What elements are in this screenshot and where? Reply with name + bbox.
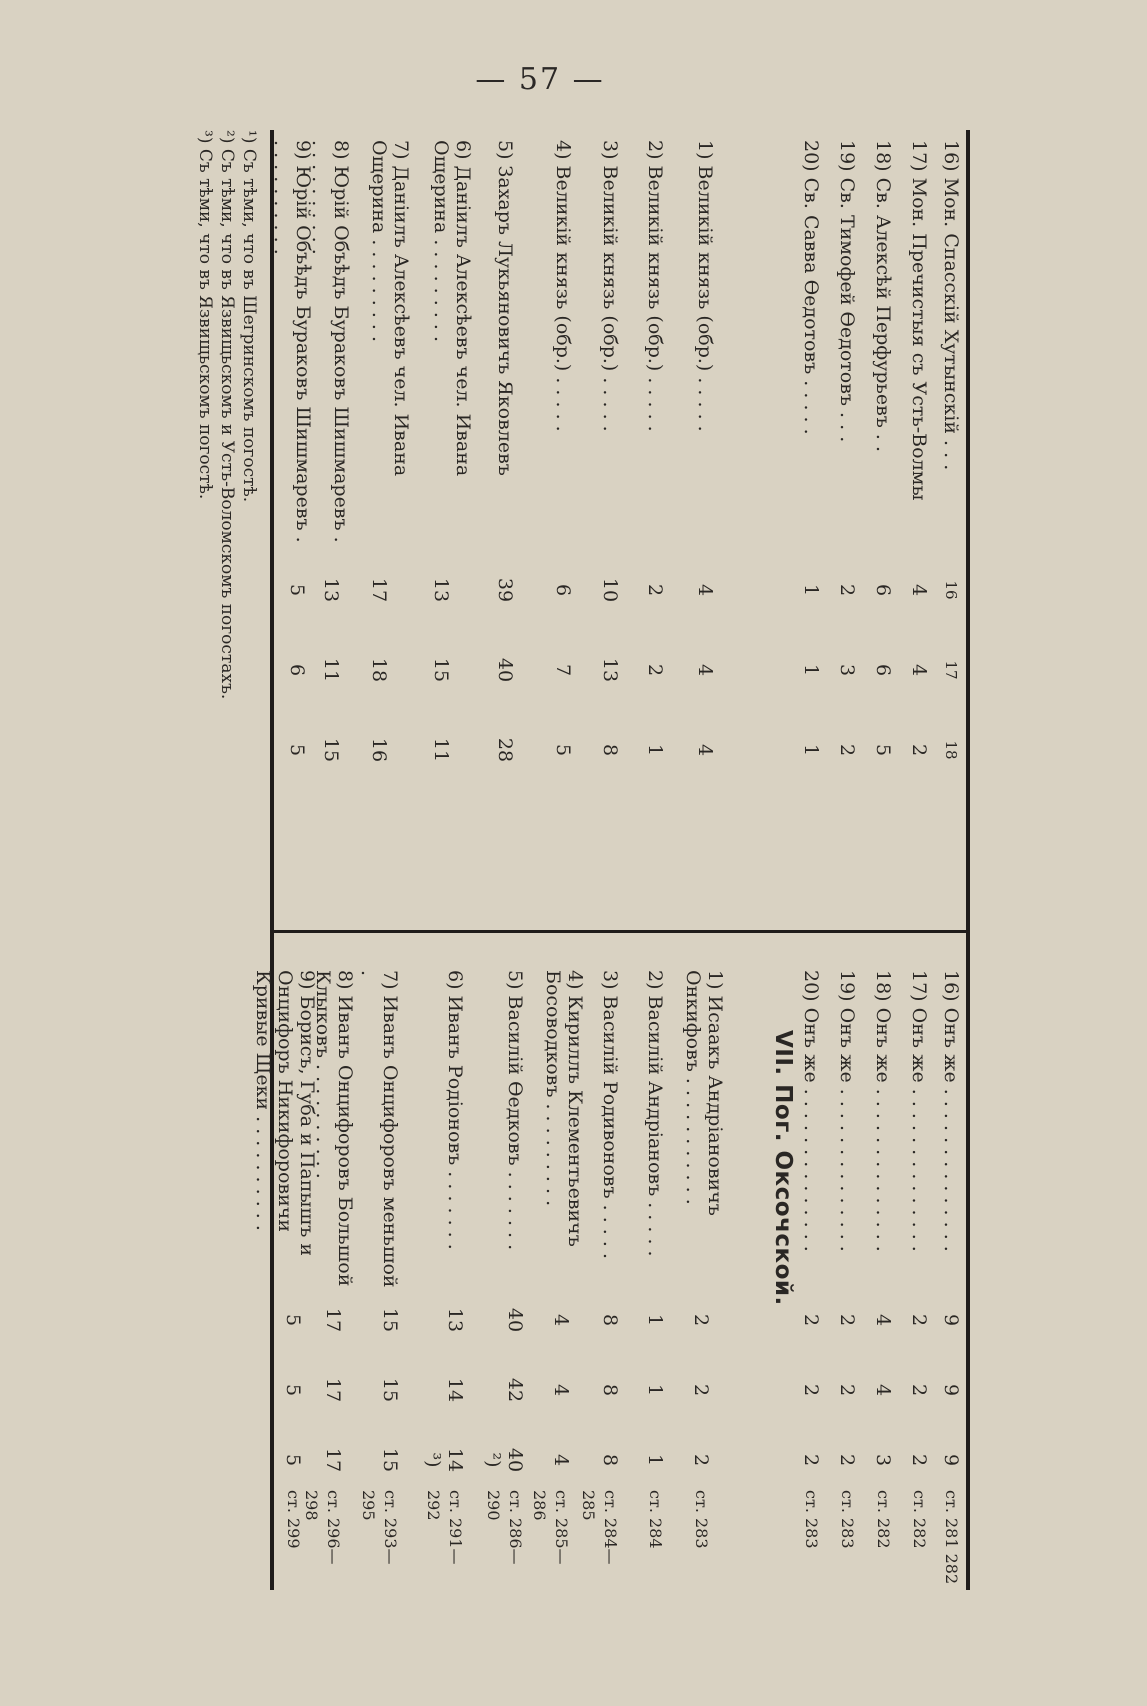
row-value: 2 bbox=[800, 1383, 822, 1397]
row-reference: ст. 296—298 bbox=[302, 1490, 343, 1565]
row-value: 2 bbox=[908, 1453, 930, 1467]
row-value: 40 ²) bbox=[482, 1447, 526, 1473]
row-value: 40 bbox=[504, 1307, 526, 1333]
row-value: 17 bbox=[322, 1307, 344, 1333]
row-reference: ст. 285—286 bbox=[530, 1490, 571, 1565]
row-value: 8 bbox=[599, 1383, 621, 1397]
row-value: 2 bbox=[690, 1453, 712, 1467]
table-row bbox=[818, 130, 858, 910]
row-name: 19) Св. Тимофей Өедотовъ . . . bbox=[836, 140, 858, 443]
table-row bbox=[530, 970, 586, 1590]
row-name: 1) Великiй князь (обр.) . . . . . bbox=[694, 140, 716, 432]
row-name: 16) Мон. Спасскiй Хутынскiй . . . bbox=[940, 140, 962, 471]
row-name: 7) Данiилъ Алексѣевъ чел. Ивана Ощерина . . . . . . . . . bbox=[368, 140, 412, 477]
table-row bbox=[626, 970, 666, 1590]
row-value: 5 bbox=[282, 1313, 304, 1327]
row-value: 5 bbox=[872, 743, 894, 757]
row-value: 17 bbox=[322, 1377, 344, 1403]
row-value: 4 bbox=[908, 663, 930, 677]
row-value: 1 bbox=[644, 1453, 666, 1467]
row-reference: ст. 284—285 bbox=[579, 1490, 620, 1565]
rotated-page-content bbox=[0, 130, 970, 1590]
table-row bbox=[676, 970, 726, 1590]
row-value: 13 bbox=[599, 657, 621, 683]
row-value: 2 bbox=[690, 1383, 712, 1397]
row-value: 16 bbox=[942, 580, 960, 600]
row-value: 13 bbox=[430, 577, 452, 603]
row-value: 2 bbox=[800, 1313, 822, 1327]
row-value: 4 bbox=[694, 583, 716, 597]
row-reference: ст. 281 282 bbox=[942, 1490, 961, 1585]
row-value: 9 bbox=[940, 1313, 962, 1327]
table-row bbox=[854, 130, 894, 910]
table-row bbox=[626, 130, 666, 910]
table-row bbox=[476, 130, 516, 910]
row-value: 2 bbox=[836, 583, 858, 597]
row-value: 5 bbox=[282, 1453, 304, 1467]
left-column bbox=[270, 130, 966, 910]
row-value: 5 bbox=[286, 583, 308, 597]
row-reference: ст. 283 bbox=[692, 1490, 711, 1549]
row-value: 1 bbox=[644, 1383, 666, 1397]
table-row bbox=[302, 970, 356, 1590]
footnote: ¹) Съ тѣми, что въ Шегринскомъ погостѣ. bbox=[239, 130, 259, 503]
row-value: 9 bbox=[940, 1453, 962, 1467]
row-value: 2 bbox=[908, 1383, 930, 1397]
table-row bbox=[581, 130, 621, 910]
row-value: 8 bbox=[599, 1453, 621, 1467]
row-value: 10 bbox=[599, 577, 621, 603]
row-name: 8) Иванъ Онцифоровъ Большой Клыковъ . . . . . . . . . . bbox=[312, 970, 356, 1287]
row-reference: ст. 283 bbox=[802, 1490, 821, 1549]
row-value: 4 bbox=[694, 663, 716, 677]
table-row bbox=[308, 130, 352, 910]
row-value: 13 bbox=[444, 1307, 466, 1333]
row-value: 15 bbox=[320, 737, 342, 763]
row-value: 15 bbox=[379, 1447, 401, 1473]
row-reference: ст. 299 bbox=[284, 1490, 303, 1549]
row-reference: ст. 282 bbox=[910, 1490, 929, 1549]
section-title: VII. Пог. Оксочской. bbox=[770, 1030, 796, 1306]
row-value: 2 bbox=[908, 1313, 930, 1327]
table-row bbox=[422, 970, 466, 1590]
table-row bbox=[252, 970, 318, 1590]
row-reference: ст. 291—292 bbox=[424, 1490, 465, 1565]
row-value: 7 bbox=[552, 663, 574, 677]
row-name: 16) Онъ же . . . . . . . . . . . . . . bbox=[940, 970, 962, 1252]
footnotes bbox=[194, 130, 260, 1130]
row-name: 7) Иванъ Онцифоровъ меньшой . bbox=[357, 970, 401, 1288]
table-row bbox=[890, 130, 930, 910]
table-row bbox=[418, 130, 474, 910]
row-value: 4 bbox=[872, 1383, 894, 1397]
row-value: 16 bbox=[368, 737, 390, 763]
row-name: 5) Василiй Өедковъ . . . . . . . bbox=[504, 970, 526, 1251]
row-value: 4 bbox=[694, 743, 716, 757]
row-value: 15 bbox=[379, 1377, 401, 1403]
row-value: 4 bbox=[872, 1313, 894, 1327]
row-name: 4) Великiй князь (обр.) . . . . . bbox=[552, 140, 574, 432]
row-value: 28 bbox=[494, 737, 516, 763]
row-name: 18) Св. Алексѣй Перфурьевъ . . bbox=[872, 140, 894, 453]
row-value: 8 bbox=[599, 1313, 621, 1327]
row-name: 17) Онъ же . . . . . . . . . . . . . . bbox=[908, 970, 930, 1252]
row-reference: ст. 284 bbox=[646, 1490, 665, 1549]
row-name: 2) Василiй Андрiановъ . . . . . bbox=[644, 970, 666, 1257]
row-value: 6 bbox=[872, 663, 894, 677]
row-value: 18 bbox=[368, 657, 390, 683]
row-name: 9) Юрiй Объѣдъ Бураковъ Шишмаревъ . . . . . . . . . . . bbox=[270, 140, 314, 543]
row-value: 17 bbox=[942, 660, 960, 680]
table-row bbox=[890, 970, 930, 1590]
row-value: 17 bbox=[322, 1447, 344, 1473]
row-value: 15 bbox=[379, 1307, 401, 1333]
row-value: 14 bbox=[444, 1377, 466, 1403]
row-name: 2) Великiй князь (обр.) . . . . . bbox=[644, 140, 666, 432]
row-value: 1 bbox=[800, 743, 822, 757]
table-row bbox=[854, 970, 894, 1590]
row-name: 3) Василiй Родивоновъ . . . . . bbox=[599, 970, 621, 1259]
row-value: 9 bbox=[940, 1383, 962, 1397]
row-value: 3 bbox=[872, 1453, 894, 1467]
row-value: 6 bbox=[552, 583, 574, 597]
table-row bbox=[581, 970, 621, 1590]
row-value: 40 bbox=[494, 657, 516, 683]
row-name: 6) Иванъ Родiоновъ . . . . . . . bbox=[444, 970, 466, 1250]
row-value: 4 bbox=[908, 583, 930, 597]
row-value: 1 bbox=[800, 583, 822, 597]
row-name: 1) Исаакъ Андрiановичъ Онкифовъ . . . . . . . . . . . bbox=[682, 970, 726, 1216]
row-value: 39 bbox=[494, 577, 516, 603]
row-value: 4 bbox=[550, 1453, 572, 1467]
row-value: 2 bbox=[836, 1453, 858, 1467]
row-value: 8 bbox=[599, 743, 621, 757]
row-reference: ст. 282 bbox=[874, 1490, 893, 1549]
table-row bbox=[356, 130, 412, 910]
row-value: 2 bbox=[644, 583, 666, 597]
row-reference: ст. 283 bbox=[838, 1490, 857, 1549]
row-value: 14 ³) bbox=[422, 1447, 466, 1473]
row-value: 6 bbox=[286, 663, 308, 677]
row-value: 2 bbox=[690, 1313, 712, 1327]
row-name: 19) Онъ же . . . . . . . . . . . . . . bbox=[836, 970, 858, 1252]
table-row bbox=[270, 130, 314, 910]
row-value: 42 bbox=[504, 1377, 526, 1403]
row-value: 4 bbox=[550, 1383, 572, 1397]
row-value: 3 bbox=[836, 663, 858, 677]
row-name: 5) Захаръ Лукьяновичъ Яковлевъ bbox=[494, 140, 516, 476]
row-value: 15 bbox=[430, 657, 452, 683]
row-value: 2 bbox=[800, 1453, 822, 1467]
row-value: 1 bbox=[644, 1313, 666, 1327]
table-row bbox=[482, 970, 526, 1590]
row-value: 11 bbox=[430, 737, 452, 763]
row-value: 4 bbox=[550, 1313, 572, 1327]
row-value: 11 bbox=[320, 657, 342, 683]
row-name: 6) Данiилъ Алексѣевъ чел. Ивана Ощерина . . . . . . . . . bbox=[430, 140, 474, 477]
row-name: 8) Юрiй Объѣдъ Бураковъ Шишмаревъ . . . . . . . . . . . bbox=[308, 140, 352, 543]
table-row bbox=[676, 130, 716, 910]
row-value: 5 bbox=[286, 743, 308, 757]
row-value: 2 bbox=[644, 663, 666, 677]
row-value: 2 bbox=[836, 743, 858, 757]
row-value: 17 bbox=[368, 577, 390, 603]
row-value: 13 bbox=[320, 577, 342, 603]
row-value: 2 bbox=[908, 743, 930, 757]
row-reference: ст. 293—295 bbox=[359, 1490, 400, 1565]
table-row bbox=[782, 130, 822, 910]
row-name: 4) Кириллъ Клементьевичъ Босоводковъ . . . . . . . . . bbox=[542, 970, 586, 1247]
row-value: 6 bbox=[872, 583, 894, 597]
footnote: ³) Съ тѣми, что въ Язвищьскомъ погостѣ. bbox=[195, 130, 215, 500]
table-row bbox=[534, 130, 574, 910]
row-value: 5 bbox=[552, 743, 574, 757]
footnote: ²) Съ тѣми, что въ Язвищьскомъ и Усть-Воломскомъ погостахъ. bbox=[217, 130, 237, 700]
column-divider bbox=[274, 930, 966, 933]
row-name: 9) Борисъ, Губа и Папышъ и Онцифоръ Никифоровичи Кривые Щеки . . . . . . . . . . bbox=[252, 970, 318, 1256]
right-column bbox=[252, 970, 966, 1590]
row-value: 18 bbox=[942, 740, 960, 760]
data-table bbox=[252, 130, 970, 1590]
row-name: 3) Великiй князь (обр.) . . . . . bbox=[599, 140, 621, 432]
row-name: 17) Мон. Пречистыя съ Усть-Волмы bbox=[908, 140, 930, 501]
table-row bbox=[357, 970, 401, 1590]
row-value: 2 bbox=[836, 1313, 858, 1327]
row-name: 20) Св. Савва Өедотовъ . . . . . bbox=[800, 140, 822, 435]
table-row bbox=[818, 970, 858, 1590]
row-reference: ст. 286—290 bbox=[484, 1490, 525, 1565]
row-value: 1 bbox=[644, 743, 666, 757]
row-name: 20) Онъ же . . . . . . . . . . . . . . bbox=[800, 970, 822, 1252]
row-value: 2 bbox=[836, 1383, 858, 1397]
row-value: 5 bbox=[282, 1383, 304, 1397]
row-name: 18) Онъ же . . . . . . . . . . . . . . bbox=[872, 970, 894, 1252]
page-number: — 57 — bbox=[475, 62, 605, 97]
row-value: 1 bbox=[800, 663, 822, 677]
